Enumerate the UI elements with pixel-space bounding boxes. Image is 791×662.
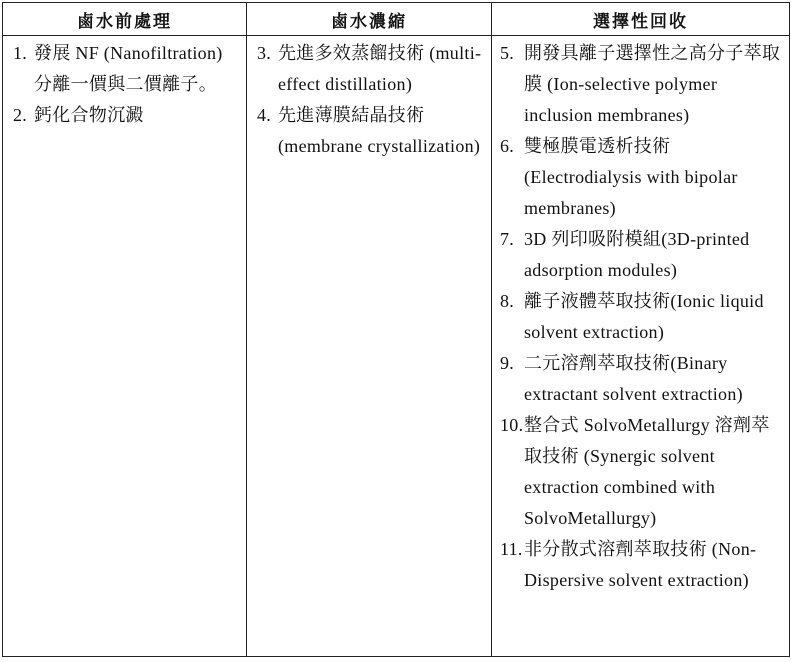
header-selective-recovery: 選擇性回收: [492, 3, 790, 36]
list-item: [3, 100, 246, 131]
list-item: [3, 38, 246, 100]
concentration-cell: [247, 36, 492, 657]
list-item: [492, 410, 789, 534]
concentration-list: [247, 36, 491, 162]
pretreatment-list: [3, 36, 246, 131]
recovery-list: [492, 36, 789, 596]
header-brine-pretreatment: 鹵水前處理: [3, 3, 247, 36]
item-number: 9.: [500, 353, 515, 373]
item-number: 5.: [500, 43, 515, 63]
item-number: 1.: [13, 43, 28, 63]
item-text: 先進多效蒸餾技術 (multi-effect distillation): [278, 43, 482, 94]
item-number: 3.: [257, 43, 272, 63]
list-item: [492, 286, 789, 348]
item-text: 先進薄膜結晶技術 (membrane crystallization): [278, 105, 481, 156]
item-number: 6.: [500, 136, 515, 156]
item-number: 4.: [257, 105, 272, 125]
list-item: [247, 38, 491, 100]
technology-table: [2, 2, 790, 657]
list-item: [247, 100, 491, 162]
item-number: 8.: [500, 291, 515, 311]
item-text: 非分散式溶劑萃取技術 (Non-Dispersive solvent extraction): [524, 539, 757, 590]
item-text: 雙極膜電透析技術 (Electrodialysis with bipolar membranes): [524, 136, 738, 218]
item-text: 鈣化合物沉澱: [34, 105, 144, 125]
list-item: [492, 348, 789, 410]
content-row: [3, 36, 790, 657]
item-text: 二元溶劑萃取技術(Binary extractant solvent extraction): [524, 353, 743, 404]
list-item: [492, 38, 789, 131]
list-item: [492, 224, 789, 286]
item-text: 離子液體萃取技術(Ionic liquid solvent extraction): [524, 291, 764, 342]
header-row: [3, 3, 790, 36]
item-text: 開發具離子選擇性之高分子萃取膜 (Ion-selective polymer inclusion membranes): [524, 43, 781, 125]
item-text: 整合式 SolvoMetallurgy 溶劑萃取技術 (Synergic solvent extraction combined with SolvoMetallurgy): [524, 415, 770, 528]
item-number: 11.: [500, 539, 523, 559]
item-text: 發展 NF (Nanofiltration) 分離一價與二價離子。: [34, 43, 223, 94]
list-item: [492, 534, 789, 596]
recovery-cell: [492, 36, 790, 657]
pretreatment-cell: [3, 36, 247, 657]
item-text: 3D 列印吸附模組(3D-printed adsorption modules): [524, 229, 750, 280]
item-number: 10.: [500, 415, 524, 435]
header-brine-concentration: 鹵水濃縮: [247, 3, 492, 36]
item-number: 7.: [500, 229, 515, 249]
list-item: [492, 131, 789, 224]
item-number: 2.: [13, 105, 28, 125]
